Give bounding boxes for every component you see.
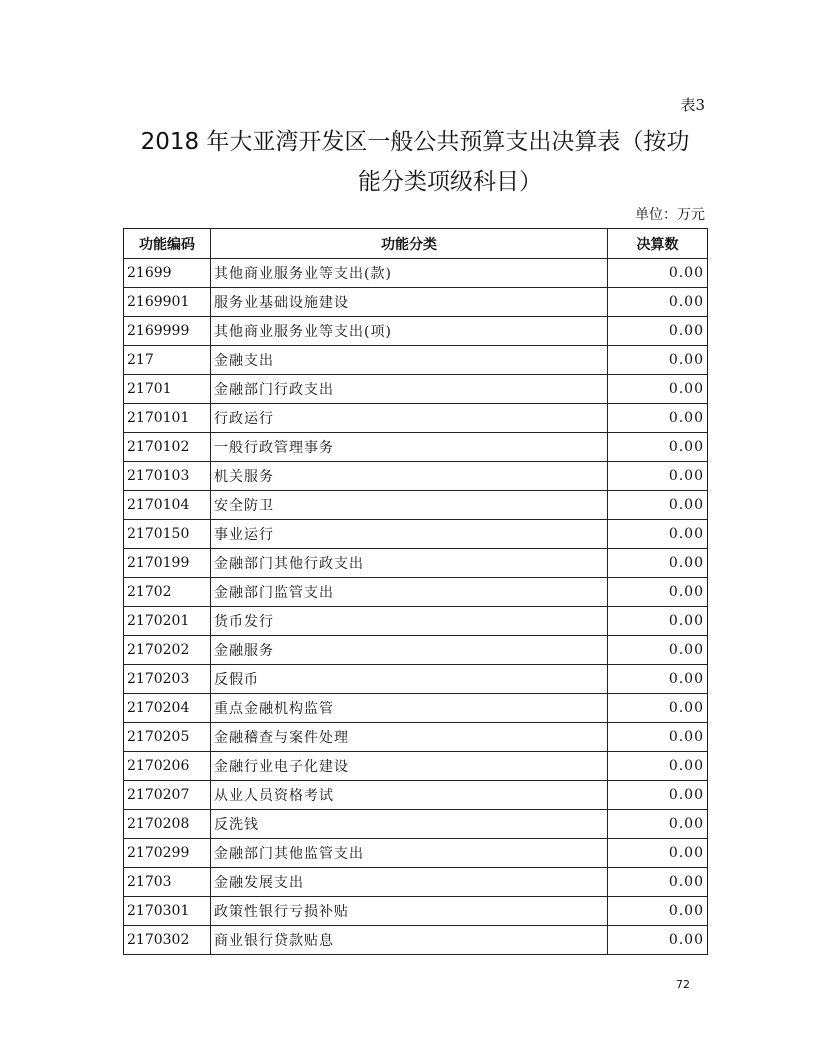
category-cell: 行政运行 [211,404,608,433]
amount-cell: 0.00 [608,607,708,636]
amount-cell: 0.00 [608,317,708,346]
table-row [124,694,708,723]
table-header-row [124,229,708,259]
category-cell: 金融发展支出 [211,868,608,897]
category-cell: 服务业基础设施建设 [211,288,608,317]
code-cell: 2170201 [124,607,211,636]
page-number: 72 [676,978,690,991]
category-cell: 重点金融机构监管 [211,694,608,723]
code-cell: 2170301 [124,897,211,926]
code-cell: 21702 [124,578,211,607]
category-cell: 金融服务 [211,636,608,665]
amount-cell: 0.00 [608,752,708,781]
code-cell: 2170208 [124,810,211,839]
column-header-amount: 决算数 [608,229,708,259]
table-row [124,926,708,955]
category-cell: 商业银行贷款贴息 [211,926,608,955]
category-cell: 从业人员资格考试 [211,781,608,810]
amount-cell: 0.00 [608,839,708,868]
amount-cell: 0.00 [608,665,708,694]
table-row [124,781,708,810]
category-cell: 机关服务 [211,462,608,491]
code-cell: 2170299 [124,839,211,868]
category-cell: 金融部门其他监管支出 [211,839,608,868]
column-header-code: 功能编码 [124,229,211,259]
column-header-category: 功能分类 [211,229,608,259]
code-cell: 2170104 [124,491,211,520]
category-cell: 反洗钱 [211,810,608,839]
amount-cell: 0.00 [608,578,708,607]
code-cell: 21703 [124,868,211,897]
category-cell: 政策性银行亏损补贴 [211,897,608,926]
amount-cell: 0.00 [608,462,708,491]
code-cell: 21699 [124,259,211,288]
code-cell: 2169901 [124,288,211,317]
category-cell: 其他商业服务业等支出(项) [211,317,608,346]
table-label: 表3 [680,96,705,114]
table-row [124,491,708,520]
category-cell: 安全防卫 [211,491,608,520]
table-row [124,810,708,839]
amount-cell: 0.00 [608,781,708,810]
title-line-2: 能分类项级科目） [358,169,542,195]
category-cell: 金融支出 [211,346,608,375]
category-cell: 事业运行 [211,520,608,549]
amount-cell: 0.00 [608,288,708,317]
table-row [124,433,708,462]
code-cell: 2169999 [124,317,211,346]
code-cell: 2170103 [124,462,211,491]
page-title [120,122,710,202]
amount-cell: 0.00 [608,491,708,520]
code-cell: 217 [124,346,211,375]
category-cell: 其他商业服务业等支出(款) [211,259,608,288]
amount-cell: 0.00 [608,810,708,839]
table-body [124,259,708,955]
table-row [124,665,708,694]
code-cell: 2170199 [124,549,211,578]
table-row [124,549,708,578]
category-cell: 金融部门行政支出 [211,375,608,404]
table-row [124,752,708,781]
amount-cell: 0.00 [608,404,708,433]
code-cell: 2170202 [124,636,211,665]
code-cell: 2170207 [124,781,211,810]
amount-cell: 0.00 [608,723,708,752]
table-row [124,404,708,433]
table-row [124,636,708,665]
code-cell: 2170204 [124,694,211,723]
amount-cell: 0.00 [608,636,708,665]
table-row [124,839,708,868]
code-cell: 2170101 [124,404,211,433]
table-row [124,288,708,317]
code-cell: 2170206 [124,752,211,781]
amount-cell: 0.00 [608,433,708,462]
amount-cell: 0.00 [608,926,708,955]
table-row [124,897,708,926]
budget-table [123,228,708,955]
table-row [124,520,708,549]
table-row [124,317,708,346]
amount-cell: 0.00 [608,259,708,288]
table-row [124,607,708,636]
amount-cell: 0.00 [608,868,708,897]
table-row [124,375,708,404]
amount-cell: 0.00 [608,346,708,375]
code-cell: 2170102 [124,433,211,462]
table-row [124,346,708,375]
code-cell: 2170302 [124,926,211,955]
table-row [124,578,708,607]
category-cell: 金融行业电子化建设 [211,752,608,781]
code-cell: 21701 [124,375,211,404]
code-cell: 2170150 [124,520,211,549]
category-cell: 金融部门监管支出 [211,578,608,607]
amount-cell: 0.00 [608,549,708,578]
amount-cell: 0.00 [608,897,708,926]
category-cell: 货币发行 [211,607,608,636]
category-cell: 金融稽查与案件处理 [211,723,608,752]
table-row [124,868,708,897]
amount-cell: 0.00 [608,694,708,723]
category-cell: 反假币 [211,665,608,694]
table-row [124,462,708,491]
title-line-1: 2018 年大亚湾开发区一般公共预算支出决算表（按功 [140,129,690,155]
amount-cell: 0.00 [608,375,708,404]
table-row [124,723,708,752]
category-cell: 金融部门其他行政支出 [211,549,608,578]
unit-label: 单位：万元 [635,207,705,223]
amount-cell: 0.00 [608,520,708,549]
code-cell: 2170205 [124,723,211,752]
category-cell: 一般行政管理事务 [211,433,608,462]
code-cell: 2170203 [124,665,211,694]
table-row [124,259,708,288]
